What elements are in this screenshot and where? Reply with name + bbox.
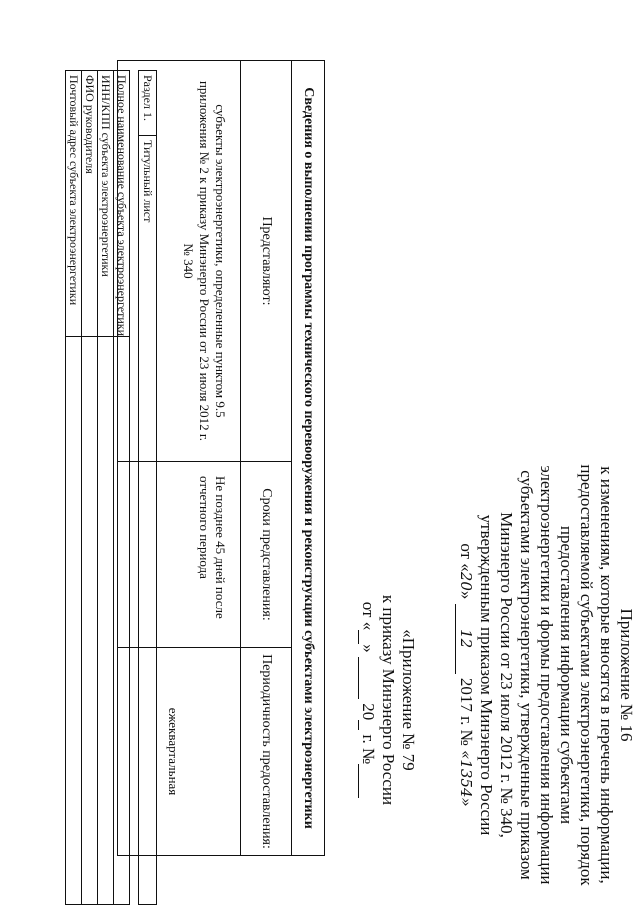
date-month-handwritten: 12 (455, 604, 476, 674)
who-value: субъекты электроэнергетики, определенные пунктом 9.5 приложения № 2 к приказу Минэнерго России от 23 июля 2012 г. № 340 (118, 61, 241, 462)
section-label: Раздел 1. (139, 71, 157, 136)
header-line: субъектами электроэнергетики, утвержденные приказом (517, 470, 536, 880)
annex79-date-prefix: от « (359, 601, 378, 631)
annex79-year: 20 (359, 703, 378, 721)
section-header (138, 70, 157, 905)
header-line: предоставляемой субъектами электроэнергетики, порядок (577, 464, 596, 886)
annex79-block (358, 580, 418, 820)
field-row (82, 71, 98, 905)
header-who: Представляют: (241, 61, 292, 462)
blank-number (358, 764, 375, 798)
annex79-date-line (358, 580, 378, 820)
header-line: электроэнергетики и формы предоставления информации (537, 465, 556, 885)
blank-year (358, 720, 375, 730)
periodicity-value: ежеквартальная (118, 648, 241, 856)
section-name: Титульный лист (139, 136, 157, 905)
field-value[interactable] (82, 337, 98, 905)
order-number-handwritten: «1354» (457, 750, 475, 807)
header-line: предоставления информации субъектами (557, 525, 576, 825)
annex79-line: к приказу Минэнерго России (379, 594, 398, 806)
field-value[interactable] (98, 337, 114, 905)
field-value[interactable] (66, 337, 82, 905)
approval-date-line (455, 460, 476, 890)
date-mid: » (457, 590, 476, 600)
field-row (66, 71, 82, 905)
field-value[interactable] (114, 337, 130, 905)
field-label: Полное наименование субъекта электроэнергетики (114, 71, 130, 337)
header-line: к изменениям, которые вносятся в перечень информации, (597, 466, 616, 884)
date-prefix: от « (457, 543, 476, 572)
header-line: утвержденным приказом Минэнерго России (477, 514, 496, 836)
field-row (98, 71, 114, 905)
field-label: ФИО руководителя (82, 71, 98, 337)
blank-month (358, 657, 375, 699)
deadline-value: Не позднее 45 дней после отчетного периода (118, 462, 241, 648)
title-page-fields (65, 70, 130, 905)
field-row (114, 71, 130, 905)
field-label: ИНН/КПП субъекта электроэнергетики (98, 71, 114, 337)
header-deadline: Сроки представления: (241, 462, 292, 648)
field-label: Почтовый адрес субъекта электроэнергетики (66, 71, 82, 337)
annex-title: Приложение № 16 (617, 608, 636, 742)
annex-header (455, 460, 636, 890)
date-day-handwritten: 20 (457, 571, 475, 591)
header-periodicity: Периодичность предоставления: (241, 648, 292, 856)
annex79-title: «Приложение № 79 (399, 629, 418, 771)
annex79-number-label: г. № (359, 734, 378, 765)
header-line: Минэнерго России от 23 июля 2012 г. № 340, (497, 512, 516, 838)
date-year: 2017 г. № (457, 677, 476, 746)
report-title: Сведения о выполнении программы технического перевооружения и реконструкции субъектами электроэнергетики (292, 61, 325, 856)
annex79-date-mid: » (359, 644, 378, 653)
blank-day (358, 630, 375, 644)
